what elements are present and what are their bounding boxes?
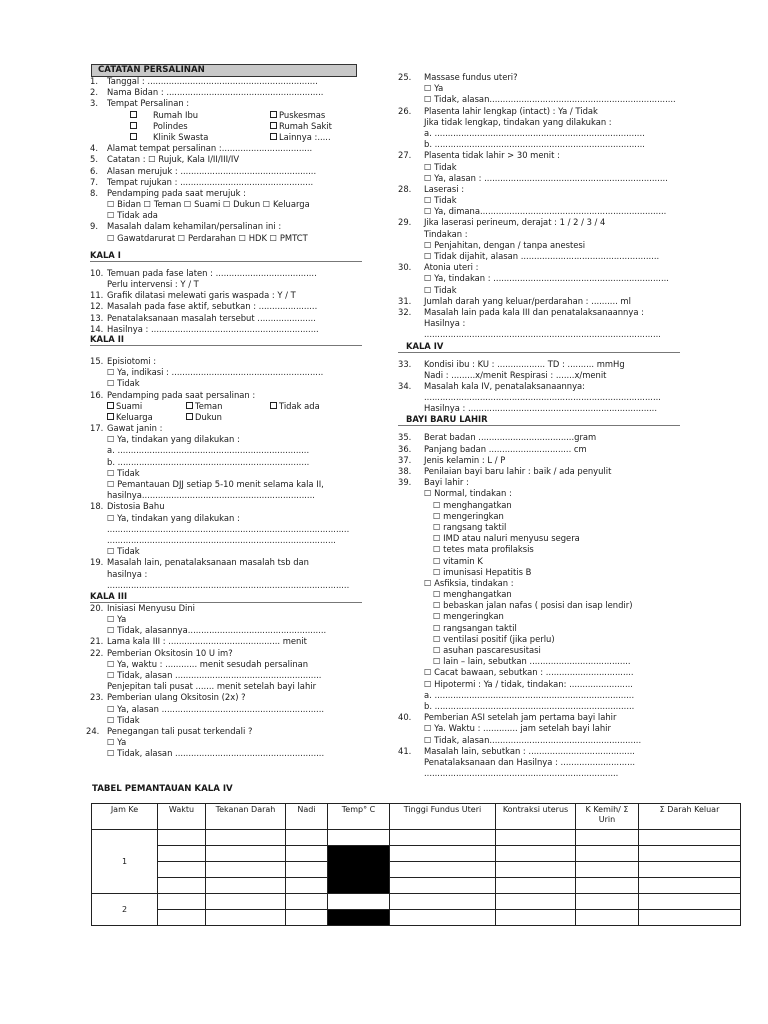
item-23-yes[interactable]: ☐ Ya, alasan ............................................................. (107, 703, 325, 714)
item-27-no[interactable]: ☐ Tidak (424, 161, 457, 172)
table-row (92, 894, 741, 910)
item-39-asphyxia-1[interactable]: ☐ menghangatkan (433, 589, 512, 600)
table-cell[interactable] (286, 910, 328, 926)
option-lainnya[interactable]: Lainnya :..... (270, 132, 331, 143)
item-16-options-row1 (90, 401, 362, 412)
section-kala-4: KALA IV (398, 341, 680, 353)
option-suami[interactable]: Suami (107, 401, 142, 412)
item-20: 20. Inisiasi Menyusu Dini (90, 602, 195, 613)
item-18-no[interactable]: ☐ Tidak (107, 546, 140, 557)
item-8: 8. Pendamping pada saat merujuk : (90, 187, 246, 198)
table-header-row (92, 804, 741, 830)
item-8-option-none[interactable]: ☐ Tidak ada (107, 210, 158, 221)
option-dukun[interactable]: Dukun (186, 412, 222, 423)
item-33: 33. Kondisi ibu : KU : .................. TD : .......... mmHg (398, 358, 625, 369)
table-cell[interactable] (206, 878, 286, 894)
item-19-line: ........................................................................................... (107, 579, 350, 590)
item-39-normal-2[interactable]: ☐ mengeringkan (433, 510, 504, 521)
table-cell[interactable] (496, 894, 576, 910)
item-18-line1: ........................................................................................... (107, 523, 350, 534)
item-39-congenital[interactable]: ☐ Cacat bawaan, sebutkan : ................................. (424, 667, 634, 678)
col-nadi: Nadi (286, 804, 328, 830)
item-39-normal-5[interactable]: ☐ tetes mata profilaksis (433, 544, 534, 555)
table-row (92, 878, 741, 894)
table-cell[interactable] (390, 894, 496, 910)
item-39-normal-3[interactable]: ☐ rangsang taktil (433, 521, 507, 532)
item-39-normal-4[interactable]: ☐ IMD atau naluri menyusu segera (433, 533, 580, 544)
table-cell[interactable] (496, 846, 576, 862)
table-cell[interactable] (639, 830, 741, 846)
table-cell[interactable] (206, 862, 286, 878)
form-title: CATATAN PERSALINAN (91, 64, 357, 77)
item-24-yes[interactable]: ☐ Ya (107, 737, 127, 748)
item-7: 7. Tempat rujukan : .................................................. (90, 176, 314, 187)
item-34-line: ......................................................................................... (424, 392, 661, 403)
item-22: 22. Pemberian Oksitosin 10 U im? (90, 647, 233, 658)
item-24: 24. Penegangan tali pusat terkendali ? (86, 725, 253, 736)
section-kala-3: KALA III (90, 591, 362, 603)
col-jam-ke: Jam Ke (92, 804, 158, 830)
item-8-options[interactable]: ☐ Bidan ☐ Teman ☐ Suami ☐ Dukun ☐ Keluarga (107, 199, 310, 210)
item-30-no[interactable]: ☐ Tidak (424, 284, 457, 295)
col-tinggi-fundus: Tinggi Fundus Uteri (390, 804, 496, 830)
row-label-1: 1 (92, 830, 158, 894)
item-10: 10. Temuan pada fase laten : ...................................... (90, 267, 317, 278)
left-column (86, 62, 362, 760)
option-keluarga[interactable]: Keluarga (107, 412, 153, 423)
table-cell[interactable] (639, 846, 741, 862)
item-14: 14. Hasilnya : ............................................................... (90, 323, 319, 334)
item-25: 25. Massase fundus uteri? (398, 72, 518, 82)
col-tekanan-darah: Tekanan Darah (206, 804, 286, 830)
item-39-asphyxia-2[interactable]: ☐ bebaskan jalan nafas ( posisi dan isap lendir) (433, 600, 633, 611)
col-waktu: Waktu (158, 804, 206, 830)
item-39-asphyxia-4[interactable]: ☐ rangsangan taktil (433, 622, 517, 633)
item-11: 11. Grafik dilatasi melewati garis waspada : Y / T (90, 290, 296, 301)
option-puskesmas[interactable]: Puskesmas (270, 110, 325, 121)
item-3-options-row3 (90, 132, 362, 143)
item-3-options-row1 (90, 110, 362, 121)
item-16-options-row2 (90, 412, 362, 423)
item-28: 28. Laserasi : (398, 183, 465, 194)
table-cell[interactable] (158, 894, 206, 910)
item-37: 37. Jenis kelamin : L / P (398, 454, 506, 465)
option-klinik-swasta[interactable]: Klinik Swasta (130, 132, 208, 143)
kala-iv-monitoring-table (91, 803, 741, 926)
item-10-intervention: Perlu intervensi : Y / T (107, 279, 199, 289)
item-25-no[interactable]: ☐ Tidak, alasan...................................................................... (424, 94, 676, 105)
item-29: 29. Jika laserasi perineum, derajat : 1 / 2 / 3 / 4 (398, 217, 606, 228)
right-column (398, 72, 680, 779)
item-22-no[interactable]: ☐ Tidak, alasan ....................................................... (107, 670, 322, 680)
item-39-a: a. ........................................................................... (424, 689, 635, 700)
item-13: 13. Penatalaksanaan masalah tersebut ...................... (90, 312, 316, 323)
item-25-yes[interactable]: ☐ Ya (424, 83, 444, 94)
item-18-yes[interactable]: ☐ Ya, tindakan yang dilakukan : (107, 512, 240, 523)
item-4: 4. Alamat tempat persalinan :.................................. (90, 143, 313, 154)
item-39-normal-6[interactable]: ☐ vitamin K (433, 555, 483, 566)
item-39-asphyxia-5[interactable]: ☐ ventilasi positif (jika perlu) (433, 633, 555, 644)
table-cell[interactable] (576, 894, 639, 910)
item-26-if-incomplete: Jika tidak lengkap, tindakan yang dilakukan : (424, 116, 612, 127)
item-24-no[interactable]: ☐ Tidak, alasan ........................................................ (107, 748, 325, 759)
table-cell[interactable] (328, 830, 390, 846)
item-39-asphyxia[interactable]: ☐ Asfiksia, tindakan : (424, 577, 514, 588)
item-31: 31. Jumlah darah yang keluar/perdarahan : .......... ml (398, 295, 631, 306)
table-cell[interactable] (576, 830, 639, 846)
item-39-normal-1[interactable]: ☐ menghangatkan (433, 499, 512, 510)
table-cell[interactable] (639, 878, 741, 894)
table-cell[interactable] (158, 910, 206, 926)
table-cell[interactable] (390, 846, 496, 862)
table-cell[interactable] (158, 846, 206, 862)
item-17-no[interactable]: ☐ Tidak (107, 467, 140, 478)
item-17-monitoring[interactable]: ☐ Pemantauan DJJ setiap 5-10 menit selama kala II, (107, 479, 324, 489)
col-darah-keluar: Σ Darah Keluar (639, 804, 741, 830)
item-9: 9. Masalah dalam kehamilan/persalinan ini : (90, 221, 282, 232)
section-bayi-baru-lahir: BAYI BARU LAHIR (398, 414, 680, 426)
item-39-asphyxia-3[interactable]: ☐ mengeringkan (433, 611, 504, 622)
table-cell[interactable] (206, 830, 286, 846)
item-20-no[interactable]: ☐ Tidak, alasannya.................................................... (107, 625, 327, 636)
item-32: 32. Masalah lain pada kala III dan penatalaksanaannya : (398, 306, 644, 317)
item-32-result: Hasilnya : (424, 318, 466, 329)
option-rumah-sakit[interactable]: Rumah Sakit (270, 121, 332, 132)
item-39-b: b. ........................................................................... (424, 700, 635, 711)
option-polindes[interactable]: Polindes (130, 121, 188, 132)
item-39: 39. Bayi lahir : (398, 477, 469, 488)
item-29-no-suture[interactable]: ☐ Tidak dijahit, alasan .................................................... (424, 251, 660, 261)
table-cell-shaded (328, 910, 390, 926)
item-39-asphyxia-6[interactable]: ☐ asuhan pascaresusitasi (433, 645, 541, 655)
item-26: 26. Plasenta lahir lengkap (intact) : Ya / Tidak (398, 105, 598, 116)
table-cell[interactable] (286, 878, 328, 894)
table-cell[interactable] (390, 830, 496, 846)
item-23-no[interactable]: ☐ Tidak (107, 714, 140, 725)
item-33-vitals: Nadi : .........x/menit Respirasi : .......x/menit (424, 369, 607, 380)
table-cell[interactable] (286, 846, 328, 862)
section-kala-2: KALA II (90, 334, 362, 346)
col-temp: Temp° C (328, 804, 390, 830)
item-40-yes[interactable]: ☐ Ya. Waktu : ............. jam setelah bayi lahir (424, 723, 611, 734)
option-rumah-ibu[interactable]: Rumah Ibu (130, 110, 198, 121)
item-15: 15. Episiotomi : (90, 355, 157, 366)
item-5: 5. Catatan : ☐ Rujuk, Kala I/II/III/IV (90, 154, 240, 165)
item-39-hypothermia[interactable]: ☐ Hipotermi : Ya / tidak, tindakan: ........................ (424, 678, 633, 689)
item-30-yes[interactable]: ☐ Ya, tindakan : .................................................................. (424, 273, 669, 284)
table-cell[interactable] (158, 878, 206, 894)
item-39-normal-7[interactable]: ☐ imunisasi Hepatitis B (433, 566, 532, 577)
item-26-a: a. ............................................................................... (424, 127, 645, 138)
item-28-no[interactable]: ☐ Tidak (424, 195, 457, 206)
row-label-2: 2 (92, 894, 158, 926)
item-2: 2. Nama Bidan : ........................................................... (90, 87, 324, 98)
item-17-a: a. ........................................................................ (107, 445, 310, 456)
table-cell[interactable] (496, 862, 576, 878)
item-27: 27. Plasenta tidak lahir > 30 menit : (398, 150, 560, 161)
item-38: 38. Penilaian bayi baru lahir : baik / ada penyulit (398, 466, 612, 476)
item-36: 36. Panjang badan ............................... cm (398, 443, 587, 454)
item-32-line: ......................................................................................... (424, 329, 661, 340)
item-18: 18. Distosia Bahu (90, 501, 165, 512)
table-cell[interactable] (576, 846, 639, 862)
table-row (92, 862, 741, 878)
option-teman[interactable]: Teman (186, 401, 222, 412)
item-3-options-row2 (90, 121, 362, 132)
item-19: 19. Masalah lain, penatalaksanaan masalah tsb dan (90, 557, 309, 568)
item-40: 40. Pemberian ASI setelah jam pertama bayi lahir (398, 712, 617, 723)
item-27-yes[interactable]: ☐ Ya, alasan : ..................................................................... (424, 172, 668, 183)
item-29-action: Tindakan : (424, 228, 468, 239)
item-15-yes[interactable]: ☐ Ya, indikasi : ......................................................... (107, 367, 324, 378)
item-6: 6. Alasan merujuk : ................................................... (90, 165, 317, 176)
table-row (92, 910, 741, 926)
item-3: 3. Tempat Persalinan : (90, 98, 190, 109)
item-26-b: b. ............................................................................... (424, 139, 645, 150)
item-28-yes[interactable]: ☐ Ya, dimana...................................................................... (424, 206, 667, 217)
item-23: 23. Pemberian ulang Oksitosin (2x) ? (90, 692, 246, 703)
item-17: 17. Gawat janin : (90, 423, 163, 434)
table-cell[interactable] (639, 910, 741, 926)
table-cell[interactable] (496, 830, 576, 846)
col-kontraksi: Kontraksi uterus (496, 804, 576, 830)
table-cell[interactable] (286, 862, 328, 878)
item-17-b: b. ........................................................................ (107, 456, 310, 467)
item-30: 30. Atonia uteri : (398, 262, 479, 273)
table-cell[interactable] (496, 910, 576, 926)
table-cell[interactable] (206, 846, 286, 862)
table-cell[interactable] (576, 910, 639, 926)
item-19-result: hasilnya : (107, 568, 148, 579)
col-urin: K Kemih/ Σ Urin (576, 804, 639, 830)
item-41-management: Penatalaksanaan dan Hasilnya : ............................ (424, 756, 636, 767)
item-17-result: hasilnya................................................................. (107, 490, 315, 501)
item-1: 1. Tanggal : ................................................................ (90, 76, 318, 86)
item-40-no[interactable]: ☐ Tidak, alasan......................................................... (424, 734, 642, 745)
item-21: 21. Lama kala III : .......................................... menit (90, 636, 307, 647)
section-kala-1: KALA I (90, 250, 362, 262)
table-cell[interactable] (390, 862, 496, 878)
item-17-yes[interactable]: ☐ Ya, tindakan yang dilakukan : (107, 434, 240, 445)
table-cell[interactable] (496, 878, 576, 894)
table-cell[interactable] (206, 910, 286, 926)
table-cell[interactable] (639, 894, 741, 910)
item-39-asphyxia-7[interactable]: ☐ lain – lain, sebutkan ...................................... (433, 656, 631, 667)
table-cell[interactable] (328, 894, 390, 910)
table-cell[interactable] (390, 910, 496, 926)
item-34: 34. Masalah kala IV, penatalaksanaannya: (398, 380, 585, 391)
item-41: 41. Masalah lain, sebutkan : ........................................ (398, 745, 635, 756)
option-tidak-ada[interactable]: Tidak ada (270, 401, 320, 412)
table-cell[interactable] (639, 862, 741, 878)
item-22-cord-clamp: Penjepitan tali pusat ....... menit setelah bayi lahir (107, 681, 317, 692)
item-41-line: ......................................................................... (424, 768, 619, 779)
item-16: 16. Pendamping pada saat persalinan : (90, 389, 256, 400)
item-12: 12. Masalah pada fase aktif, sebutkan : ...................... (90, 301, 318, 312)
item-39-normal[interactable]: ☐ Normal, tindakan : (424, 488, 512, 499)
item-29-suture[interactable]: ☐ Penjahitan, dengan / tanpa anestesi (424, 239, 586, 250)
item-22-yes[interactable]: ☐ Ya, waktu : ............ menit sesudah persalinan (107, 658, 309, 669)
table-cell-shaded (328, 846, 390, 894)
table-cell[interactable] (286, 894, 328, 910)
table-cell[interactable] (158, 830, 206, 846)
table-cell[interactable] (576, 878, 639, 894)
item-35: 35. Berat badan ....................................gram (398, 432, 597, 443)
item-9-options[interactable]: ☐ Gawatdarurat ☐ Perdarahan ☐ HDK ☐ PMTCT (107, 232, 308, 243)
table-cell[interactable] (158, 862, 206, 878)
item-15-no[interactable]: ☐ Tidak (107, 378, 140, 389)
table-row (92, 830, 741, 846)
item-34-result: Hasilnya : ....................................................................... (424, 403, 658, 414)
table-cell[interactable] (576, 862, 639, 878)
table-row (92, 846, 741, 862)
item-18-line2: ...................................................................................... (107, 534, 336, 545)
table-cell[interactable] (206, 894, 286, 910)
table-title: TABEL PEMANTAUAN KALA IV (92, 784, 233, 794)
item-20-yes[interactable]: ☐ Ya (107, 614, 127, 625)
table-cell[interactable] (286, 830, 328, 846)
table-cell[interactable] (390, 878, 496, 894)
